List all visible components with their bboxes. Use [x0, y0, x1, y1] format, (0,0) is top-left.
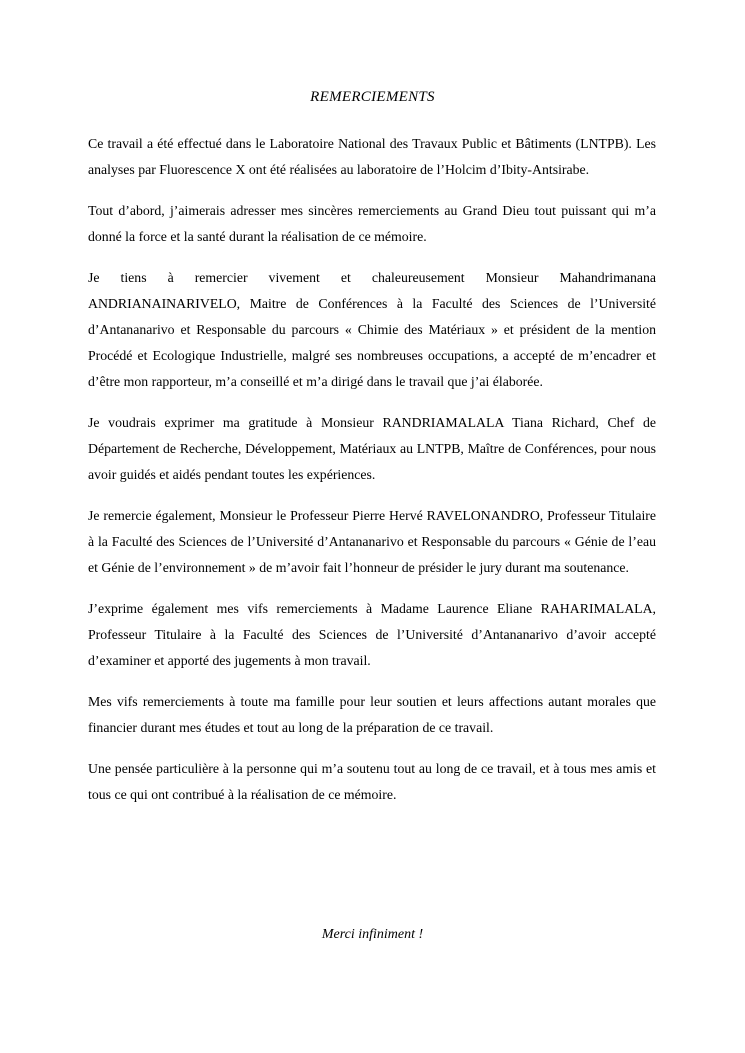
acknowledgements-body [88, 131, 656, 823]
paragraph-thanks-department-head: Je voudrais exprimer ma gratitude à Monsieur RANDRIAMALALA Tiana Richard, Chef de Département de Recherche, Développement, Matériaux au LNTPB, Maître de Conférences, pour nous avoir guidés et aidés pendant toutes les expériences. [88, 415, 656, 482]
paragraph-thanks-friends: Une pensée particulière à la personne qui m’a soutenu tout au long de ce travail, et à tous mes amis et tous ce qui ont contribué à la réalisation de ce mémoire. [88, 761, 656, 802]
page-title: REMERCIEMENTS [310, 89, 435, 105]
closing-line: Merci infiniment ! [321, 927, 424, 942]
paragraph-thanks-examiner: J’exprime également mes vifs remerciements à Madame Laurence Eliane RAHARIMALALA, Professeur Titulaire à la Faculté des Sciences de l’Université d’Antananarivo d’avoir accepté d’examiner et apporté des jugements à mon travail. [88, 601, 656, 668]
paragraph-thanks-supervisor: Je tiens à remercier vivement et chaleureusement Monsieur Mahandrimanana ANDRIANAINARIVELO, Maitre de Conférences à la Faculté des Sciences de l’Université d’Antananarivo et Responsable du parcours « Chimie des Matériaux » et président de la mention Procédé et Ecologique Industrielle, malgré ses nombreuses occupations, a accepté de m’encadrer et d’être mon rapporteur, m’a conseillé et m’a dirigé dans le travail que j’ai élaborée. [88, 270, 656, 389]
paragraph-thanks-family: Mes vifs remerciements à toute ma famille pour leur soutien et leurs affections autant morales que financier durant mes études et tout au long de la préparation de ce travail. [88, 694, 656, 735]
paragraph-thanks-god: Tout d’abord, j’aimerais adresser mes sincères remerciements au Grand Dieu tout puissant qui m’a donné la force et la santé durant la réalisation de ce mémoire. [88, 203, 656, 244]
paragraph-thanks-jury-president: Je remercie également, Monsieur le Professeur Pierre Hervé RAVELONANDRO, Professeur Titulaire à la Faculté des Sciences de l’Université d’Antananarivo et Responsable du parcours « Génie de l’eau et Génie de l’environnement » de m’avoir fait l’honneur de présider le jury durant ma soutenance. [88, 508, 656, 575]
paragraph-laboratory: Ce travail a été effectué dans le Laboratoire National des Travaux Public et Bâtiments (LNTPB). Les analyses par Fluorescence X ont été réalisées au laboratoire de l’Holcim d’Ibity-Antsirabe. [88, 136, 656, 177]
